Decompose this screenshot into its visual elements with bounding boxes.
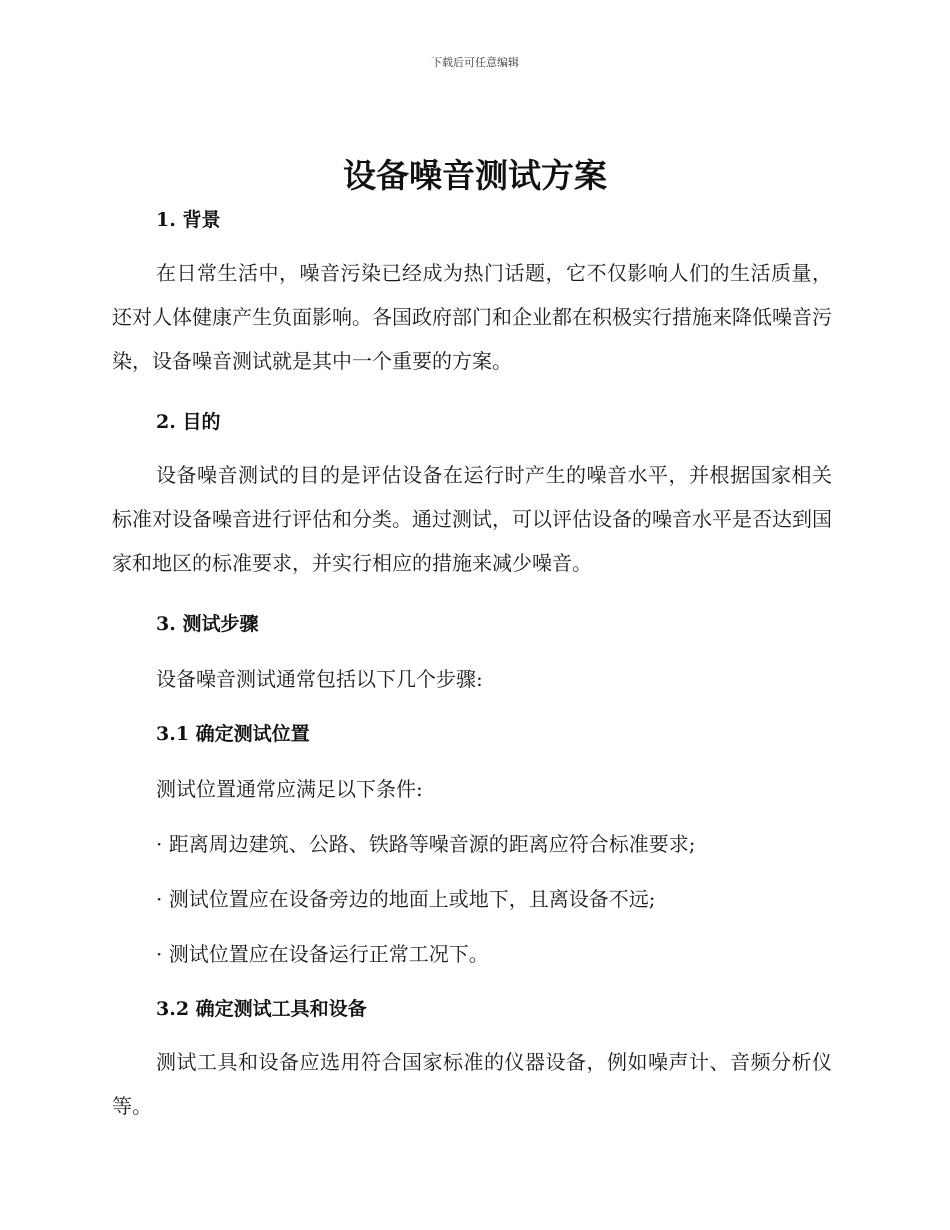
heading-steps: 3. 测试步骤: [156, 613, 259, 635]
heading-purpose: 2. 目的: [156, 411, 221, 433]
paragraph-test-tools: 测试工具和设备应选用符合国家标准的仪器设备，例如噪声计、音频分析仪等。: [112, 1050, 832, 1118]
paragraph-location-intro: 测试位置通常应满足以下条件:: [156, 777, 423, 801]
heading-background: 1. 背景: [156, 209, 221, 231]
heading-test-location: 3.1 确定测试位置: [156, 723, 310, 745]
list-item: · 测试位置应在设备旁边的地面上或地下，且离设备不远;: [156, 887, 656, 911]
paragraph-purpose: 设备噪音测试的目的是评估设备在运行时产生的噪音水平，并根据国家相关标准对设备噪音进行评估和分类。通过测试，可以评估设备的噪音水平是否达到国家和地区的标准要求，并实行相应的措施来减少噪音。: [112, 463, 832, 575]
list-item: · 测试位置应在设备运行正常工况下。: [156, 942, 489, 966]
list-item: · 距离周边建筑、公路、铁路等噪音源的距离应符合标准要求;: [156, 832, 696, 856]
paragraph-steps-intro: 设备噪音测试通常包括以下几个步骤:: [156, 667, 483, 691]
paragraph-background: 在日常生活中，噪音污染已经成为热门话题，它不仅影响人们的生活质量，还对人体健康产生负面影响。各国政府部门和企业都在积极实行措施来降低噪音污染，设备噪音测试就是其中一个重要的方案。: [112, 261, 832, 373]
page-header: 下载后可任意编辑: [431, 56, 519, 69]
document-body: [112, 205, 832, 1128]
document-title: 设备噪音测试方案: [343, 156, 607, 195]
heading-test-tools: 3.2 确定测试工具和设备: [156, 998, 367, 1020]
